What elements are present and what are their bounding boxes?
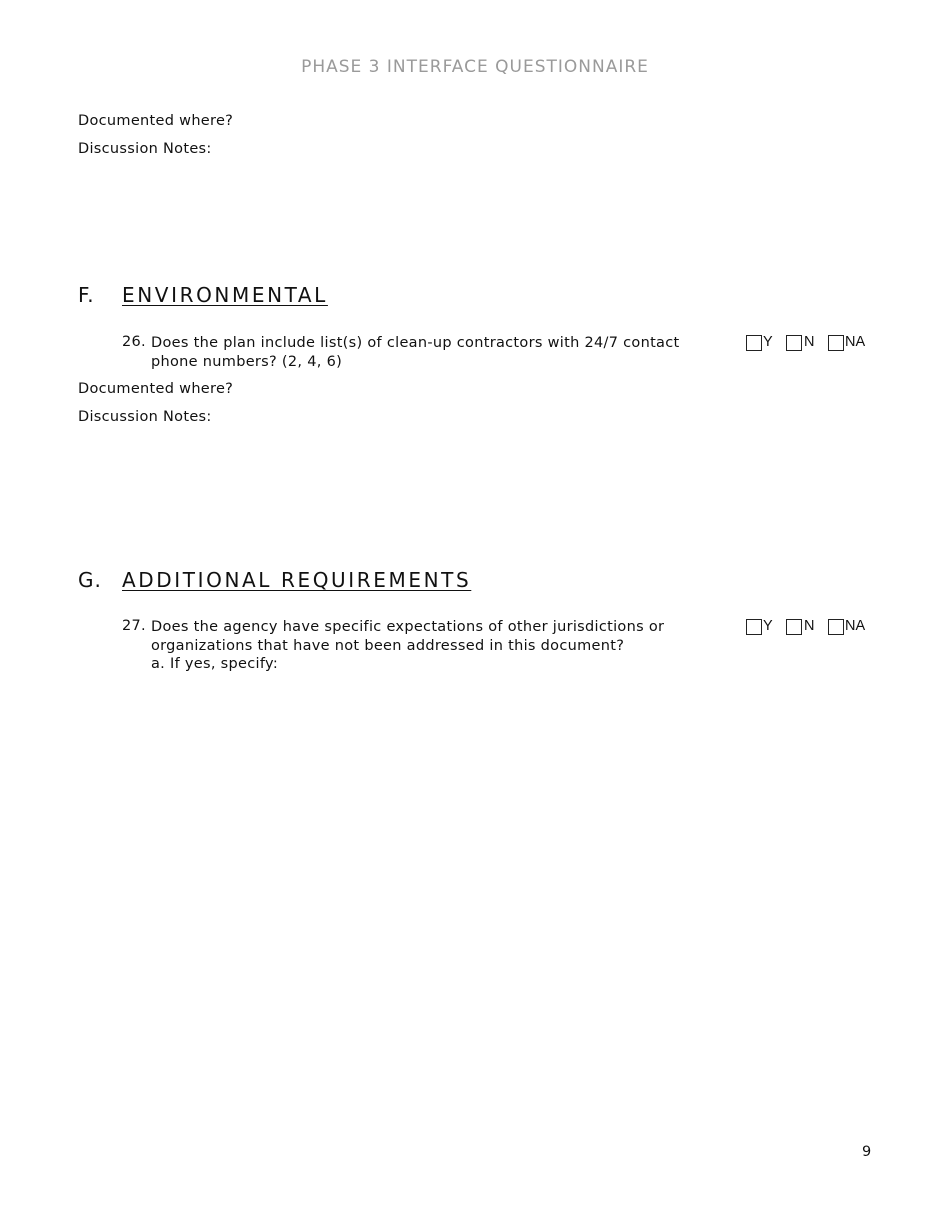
section-f-title: ENVIRONMENTAL: [122, 283, 328, 307]
page-header: PHASE 3 INTERFACE QUESTIONNAIRE: [301, 57, 649, 77]
section-f-letter: F.: [78, 283, 95, 307]
question-27-no-label: N: [804, 618, 815, 634]
documented-where-label: Documented where?: [78, 113, 234, 129]
question-27-line-1: Does the agency have specific expectations of other jurisdictions or: [151, 619, 665, 635]
question-27-line-2: organizations that have not been addressed in this document?: [151, 638, 625, 654]
question-27-na-label: NA: [845, 618, 866, 634]
section-g-letter: G.: [78, 568, 102, 592]
question-26-options: [746, 334, 870, 352]
question-27-yes-label: Y: [763, 618, 773, 634]
page-number: 9: [862, 1144, 872, 1160]
question-26-yes-label: Y: [763, 334, 773, 350]
question-26-no-checkbox[interactable]: [786, 335, 802, 351]
question-26-yes-checkbox[interactable]: [746, 335, 762, 351]
question-27-yes-checkbox[interactable]: [746, 619, 762, 635]
question-26-number: 26.: [122, 334, 146, 350]
section-g-title: ADDITIONAL REQUIREMENTS: [122, 568, 472, 592]
discussion-notes-label: Discussion Notes:: [78, 141, 212, 157]
question-26-na-checkbox[interactable]: [828, 335, 844, 351]
question-26-na-label: NA: [845, 334, 866, 350]
question-27-na-checkbox[interactable]: [828, 619, 844, 635]
question-27-options: [746, 618, 870, 636]
question-26-documented-label: Documented where?: [78, 381, 234, 397]
question-27-text: [151, 618, 731, 656]
question-27-number: 27.: [122, 618, 146, 634]
question-26-notes-label: Discussion Notes:: [78, 409, 212, 425]
question-27-no-checkbox[interactable]: [786, 619, 802, 635]
question-26-no-label: N: [804, 334, 815, 350]
question-27-subitem-a: a. If yes, specify:: [151, 656, 279, 672]
question-26-text: [151, 334, 731, 372]
question-26-line-1: Does the plan include list(s) of clean-up contractors with 24/7 contact: [151, 335, 680, 351]
question-26-line-2: phone numbers? (2, 4, 6): [151, 354, 343, 370]
